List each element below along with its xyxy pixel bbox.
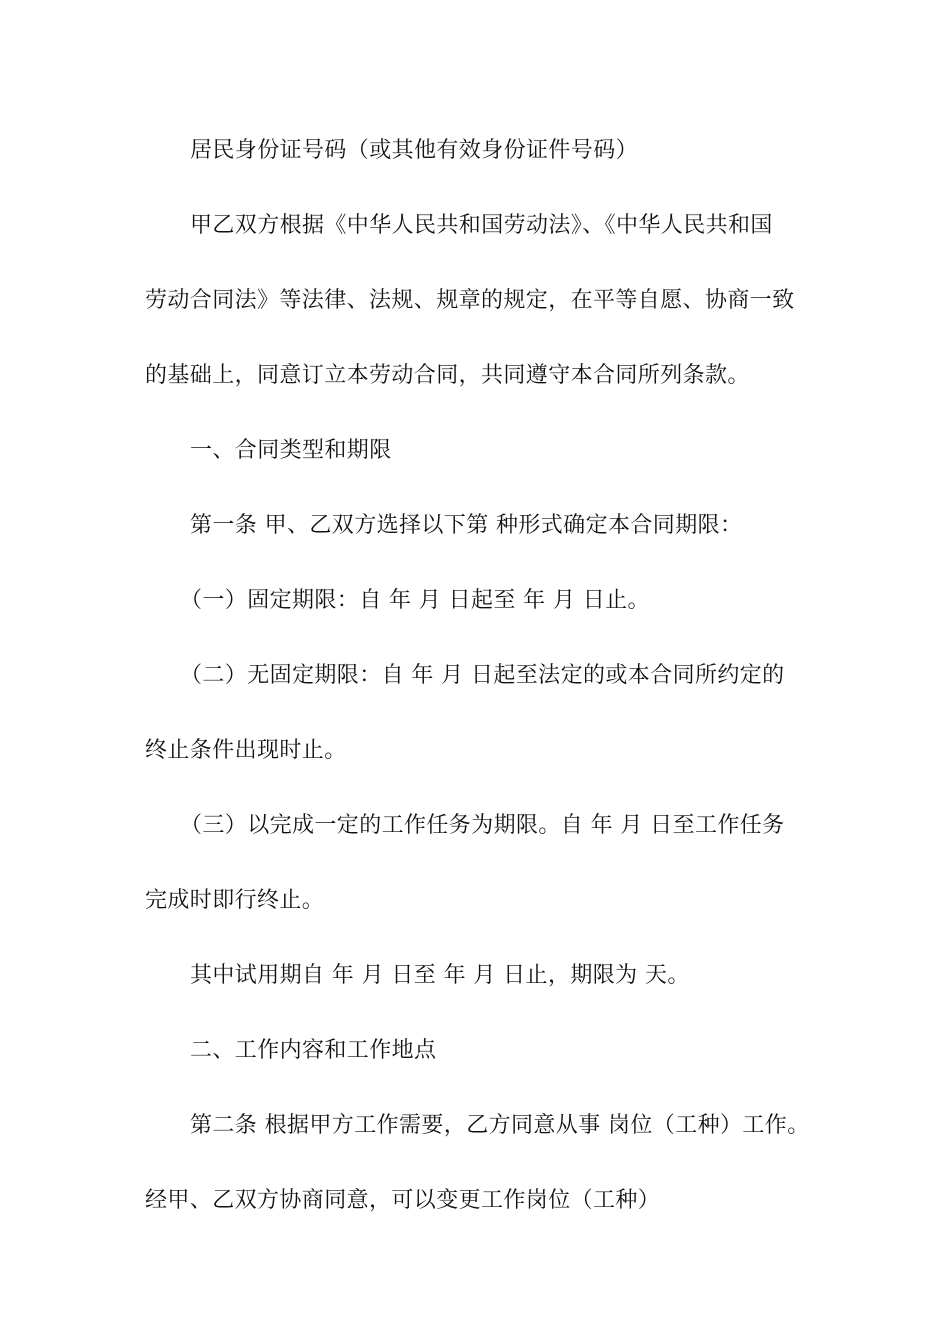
paragraph-intro-line-1: 甲乙双方根据《中华人民共和国劳动法》、《中华人民共和国 <box>190 213 773 238</box>
option-open-term-line-2: 终止条件出现时止。 <box>145 738 347 763</box>
paragraph-intro-line-2: 劳动合同法》等法律、法规、规章的规定，在平等自愿、协商一致 <box>145 288 795 313</box>
option-open-term-line-1: （二）无固定期限：自 年 月 日起至法定的或本合同所约定的 <box>180 663 785 688</box>
id-number-line: 居民身份证号码（或其他有效身份证件号码） <box>190 138 639 163</box>
article-2-line-2: 经甲、乙双方协商同意，可以变更工作岗位（工种） <box>145 1188 661 1213</box>
paragraph-intro-line-3: 的基础上，同意订立本劳动合同，共同遵守本合同所列条款。 <box>145 363 750 388</box>
article-2-line-1: 第二条 根据甲方工作需要，乙方同意从事 岗位（工种）工作。 <box>190 1113 810 1138</box>
option-fixed-term: （一）固定期限：自 年 月 日起至 年 月 日止。 <box>180 588 650 613</box>
article-1-line: 第一条 甲、乙双方选择以下第 种形式确定本合同期限： <box>190 513 743 538</box>
option-task-term-line-2: 完成时即行终止。 <box>145 888 325 913</box>
section-heading-work-content: 二、工作内容和工作地点 <box>190 1038 437 1063</box>
option-task-term-line-1: （三）以完成一定的工作任务为期限。自 年 月 日至工作任务 <box>180 813 785 838</box>
probation-period-line: 其中试用期自 年 月 日至 年 月 日止，期限为 天。 <box>190 963 690 988</box>
section-heading-contract-type: 一、合同类型和期限 <box>190 438 392 463</box>
